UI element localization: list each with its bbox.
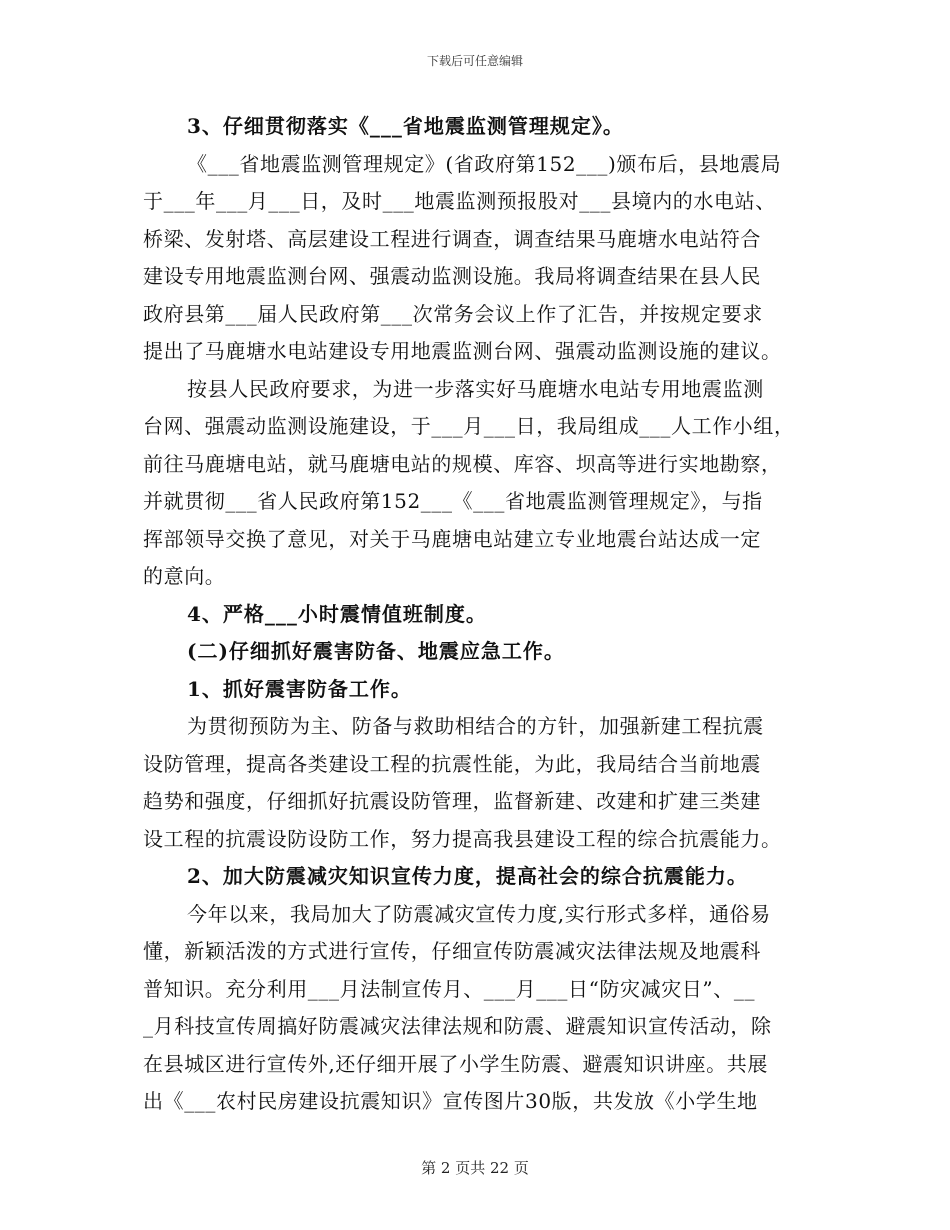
paragraph-line: 懂，新颖活泼的方式进行宣传，仔细宣传防震减灾法律法规及地震科	[143, 939, 761, 963]
paragraph-line: 提出了马鹿塘水电站建设专用地震监测台网、强震动监测设施的建议。	[143, 339, 782, 363]
document-body	[143, 108, 803, 1121]
paragraph-line: 设工程的抗震设防设防工作，努力提高我县建设工程的综合抗震能力。	[143, 826, 782, 851]
section-heading: 4、严格___小时震情值班制度。	[187, 601, 487, 626]
paragraph-line: 《___省地震监测管理规定》(省政府第152___)颁布后，县地震局	[187, 151, 782, 176]
page-header: 下载后可任意编辑	[426, 54, 523, 68]
paragraph-line: 台网、强震动监测设施建设，于___月___日，我局组成___人工作小组，	[143, 414, 795, 438]
paragraph-line: 桥梁、发射塔、高层建设工程进行调查，调查结果马鹿塘水电站符合	[143, 226, 761, 251]
paragraph-line: 并就贯彻___省人民政府第152___《___省地震监测管理规定》，与指	[143, 489, 763, 513]
paragraph-line: 的意向。	[143, 564, 226, 588]
paragraph-line: 出《___农村民房建设抗震知识》宣传图片30版，共发放《小学生地	[143, 1089, 758, 1113]
paragraph-line: 为贯彻预防为主、防备与救助相结合的方针，加强新建工程抗震	[187, 714, 764, 738]
paragraph-line: 前往马鹿塘电站，就马鹿塘电站的规模、库容、坝高等进行实地勘察，	[143, 451, 782, 476]
page-footer: 第 2 页共 22 页	[421, 1159, 529, 1177]
section-heading: 2、加大防震减灾知识宣传力度，提高社会的综合抗震能力。	[187, 864, 748, 888]
section-heading: (二)仔细抓好震害防备、地震应急工作。	[187, 639, 565, 663]
paragraph-line: 普知识。充分利用___月法制宣传月、___月___日“防灾减灾日”、__	[143, 976, 756, 1001]
paragraph-line: 今年以来，我局加大了防震减灾宣传力度,实行形式多样，通俗易	[187, 901, 771, 926]
paragraph-line: 设防管理，提高各类建设工程的抗震性能，为此，我局结合当前地震	[143, 751, 761, 776]
paragraph-line: 按县人民政府要求，为进一步落实好马鹿塘水电站专用地震监测	[187, 376, 764, 401]
paragraph-line: 政府县第___届人民政府第___次常务会议上作了汇告，并按规定要求	[143, 301, 763, 326]
paragraph-line: _月科技宣传周搞好防震减灾法律法规和防震、避震知识宣传活动，除	[143, 1014, 772, 1038]
paragraph-line: 趋势和强度，仔细抓好抗震设防管理，监督新建、改建和扩建三类建	[143, 789, 761, 813]
paragraph-line: 于___年___月___日，及时___地震监测预报股对___县境内的水电站、	[143, 189, 776, 213]
paragraph-line: 在县城区进行宣传外,还仔细开展了小学生防震、避震知识讲座。共展	[143, 1051, 768, 1076]
paragraph-line: 挥部领导交换了意见，对关于马鹿塘电站建立专业地震台站达成一定	[143, 526, 761, 551]
section-heading: 3、仔细贯彻落实《___省地震监测管理规定》。	[187, 114, 624, 138]
paragraph-line: 建设专用地震监测台网、强震动监测设施。我局将调查结果在县人民	[143, 264, 761, 288]
section-heading: 1、抓好震害防备工作。	[187, 676, 412, 701]
